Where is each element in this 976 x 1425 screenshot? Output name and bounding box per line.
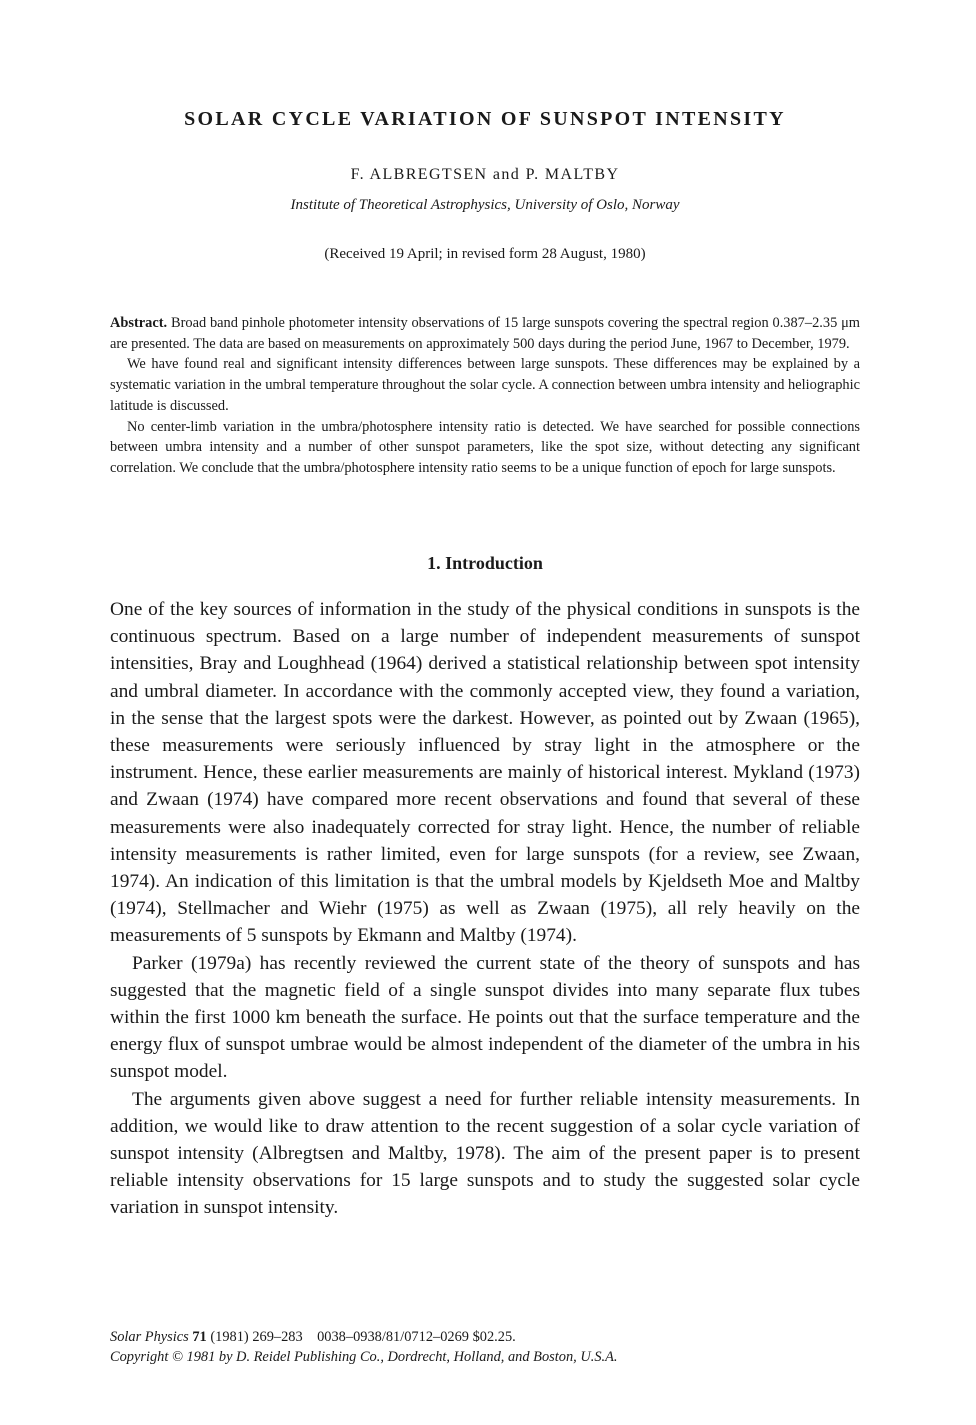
journal-pages: (1981) 269–283 [210, 1329, 303, 1345]
section-heading: 1. Introduction [427, 553, 543, 573]
journal-code: 0038–0938/81/0712–0269 $02.25. [317, 1329, 516, 1345]
abstract-text: Broad band pinhole photometer intensity observations of 15 large sunspots covering the spectral region 0.387–2.35 μm are presented. The data are based on measurements on approximately 500 days during the period June, 1967 to December, 1979. [110, 315, 860, 352]
body-paragraph: The arguments given above suggest a need for further reliable intensity measurements. In addition, we would like to draw attention to the recent suggestion of a solar cycle variation of sunspot intensity (Albregtsen and Maltby, 1978). The aim of the present paper is to present reliable intensity observations for 15 large sunspots and to study the suggested solar cycle variation in sunspot intensity. [110, 1088, 860, 1219]
page-footer [110, 1327, 860, 1367]
author-affiliation: Institute of Theoretical Astrophysics, University of Oslo, Norway [290, 197, 680, 213]
paper-title: SOLAR CYCLE VARIATION OF SUNSPOT INTENSITY [184, 108, 786, 130]
paper-page [110, 0, 860, 1425]
received-date: (Received 19 April; in revised form 28 August, 1980) [324, 246, 646, 262]
abstract [110, 313, 860, 479]
abstract-paragraph: No center-limb variation in the umbra/photosphere intensity ratio is detected. We have searched for possible connections between umbra intensity and a number of other sunspot parameters, like the spot size, without detecting any significant correlation. We conclude that the umbra/photosphere intensity ratio seems to be a unique function of epoch for large sunspots. [110, 418, 860, 476]
body-paragraph: One of the key sources of information in the study of the physical conditions in sunspots is the continuous spectrum. Based on a large number of independent measurements of sunspot intensities, Bray and Loughhead (1964) derived a statistical relationship between spot intensity and umbral diameter. In accordance with the commonly accepted view, they found a variation, in the sense that the largest spots were the darkest. However, as pointed out by Zwaan (1965), these measurements were seriously influenced by stray light in the atmosphere or the instrument. Hence, these earlier measurements are mainly of historical interest. Mykland (1973) and Zwaan (1974) have compared more recent observations and found that several of these measurements were also inadequately corrected for stray light. Hence, the number of reliable intensity measurements is rather limited, even for large sunspots (for a review, see Zwaan, 1974). An indication of this limitation is that the umbral models by Kjeldseth Moe and Maltby (1974), Stellmacher and Wiehr (1975) as well as Zwaan (1975), all rely heavily on the measurements of 5 sunspots by Ekmann and Maltby (1974). [110, 599, 860, 947]
section-body [110, 596, 860, 1222]
copyright-notice: Copyright © 1981 by D. Reidel Publishing Co., Dordrecht, Holland, and Boston, U.S.A. [110, 1349, 618, 1365]
abstract-paragraph: We have found real and significant intensity differences between large sunspots. These differences may be explained by a systematic variation in the umbral temperature throughout the solar cycle. A connection between umbra intensity and heliographic latitude is discussed. [110, 356, 860, 414]
author-list: F. ALBREGTSEN and P. MALTBY [350, 166, 620, 183]
journal-volume: 71 [192, 1329, 207, 1345]
abstract-paragraph [110, 313, 860, 354]
body-paragraph: Parker (1979a) has recently reviewed the current state of the theory of sunspots and has suggested that the magnetic field of a single sunspot divides into many separate flux tubes within the first 1000 km beneath the surface. He points out that the surface temperature and the energy flux of sunspot umbrae would be almost independent of the diameter of the umbra in his sunspot model. [110, 952, 860, 1083]
journal-citation [110, 1327, 860, 1347]
journal-name: Solar Physics [110, 1329, 189, 1345]
abstract-label: Abstract. [110, 315, 168, 331]
